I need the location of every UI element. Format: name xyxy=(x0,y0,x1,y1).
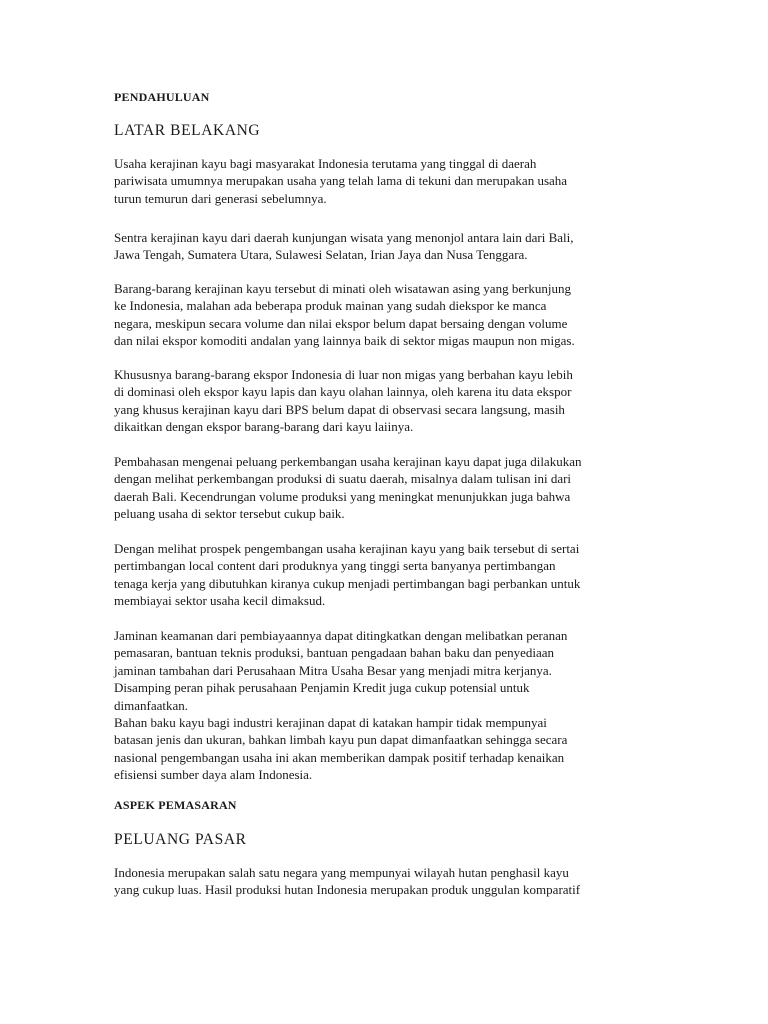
paragraph-6: Dengan melihat prospek pengembangan usaha kerajinan kayu yang baik tersebut di sertai pertimbangan local content dari produknya yang tinggi serta banyanya pertimbangan tenaga kerja yang dibutuhkan kiranya cukup menjadi pertimbangan bagi perbankan untuk membiayai sektor usaha kecil dimaksud. xyxy=(114,541,581,609)
paragraph-8: Indonesia merupakan salah satu negara yang mempunyai wilayah hutan penghasil kayu yang cukup luas. Hasil produksi hutan Indonesia merupakan produk unggulan komparatif xyxy=(114,865,581,898)
paragraph-5: Pembahasan mengenai peluang perkembangan usaha kerajinan kayu dapat juga dilakukan dengan melihat perkembangan produksi di suatu daerah, misalnya dalam tulisan ini dari daerah Bali. Kecendrungan volume produksi yang meningkat menunjukkan juga bahwa peluang usaha di sektor tersebut cukup baik. xyxy=(114,454,582,522)
paragraph-1: Usaha kerajinan kayu bagi masyarakat Indonesia terutama yang tinggal di daerah pariwisata umumnya merupakan usaha yang telah lama di tekuni dan merupakan usaha turun temurun dari generasi sebelumnya. xyxy=(114,156,568,206)
paragraph-3: Barang-barang kerajinan kayu tersebut di minati oleh wisatawan asing yang berkunjung ke Indonesia, malahan ada beberapa produk mainan yang sudah diekspor ke manca negara, meskipun secara volume dan nilai ekspor belum dapat bersaing dengan volume dan nilai ekspor komoditi andalan yang lainnya baik di sektor migas maupun non migas. xyxy=(114,281,575,349)
paragraph-2: Sentra kerajinan kayu dari daerah kunjungan wisata yang menonjol antara lain dari Bali, Jawa Tengah, Sumatera Utara, Sulawesi Selatan, Irian Jaya dan Nusa Tenggara. xyxy=(114,230,574,263)
paragraph-7: Jaminan keamanan dari pembiayaannya dapat ditingkatkan dengan melibatkan peranan pemasaran, bantuan teknis produksi, bantuan pengadaan bahan baku dan penyediaan jaminan tambahan dari Perusahaan Mitra Usaha Besar yang menjadi mitra kerjanya. Disamping peran pihak perusahaan Penjamin Kredit juga cukup potensial untuk dimanfaatkan. Bahan baku kayu bagi industri kerajinan dapat di katakan hampir tidak mempunyai batasan jenis dan ukuran, bahkan limbah kayu pun dapat dimanfaatkan sehingga secara nasional pengembangan usaha ini akan memberikan dampak positif terhadap kenaikan efisiensi sumber daya alam Indonesia. xyxy=(114,628,568,783)
subheading-peluang-pasar: PELUANG PASAR xyxy=(114,831,247,848)
paragraph-4: Khususnya barang-barang ekspor Indonesia di luar non migas yang berbahan kayu lebih di dominasi oleh ekspor kayu lapis dan kayu olahan lainnya, oleh karena itu data ekspor yang khusus kerajinan kayu dari BPS belum dapat di observasi secara langsung, masih dikaitkan dengan ekspor barang-barang dari kayu laiinya. xyxy=(114,367,573,435)
section-heading-aspek-pemasaran: ASPEK PEMASARAN xyxy=(114,798,237,812)
section-heading-pendahuluan: PENDAHULUAN xyxy=(114,90,210,104)
subheading-latar-belakang: LATAR BELAKANG xyxy=(114,122,261,139)
